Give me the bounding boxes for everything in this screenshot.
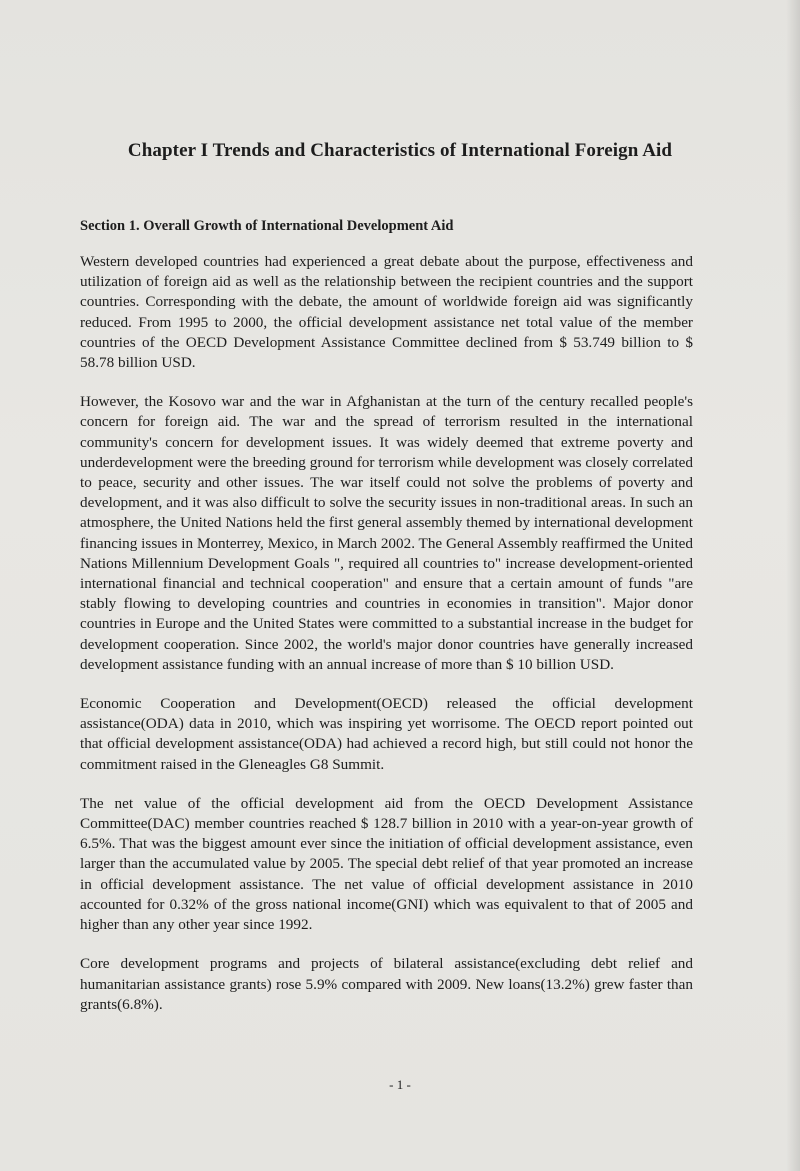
page-edge-shadow	[786, 0, 800, 1171]
paragraph-4: The net value of the official development aid from the OECD Development Assistance Committee(DAC) member countries reached $ 128.7 billion in 2010 with a year-on-year growth of 6.5%. That was the biggest amount ever since the initiation of official development assistance, even larger than the accumulated value by 2005. The special debt relief of that year promoted an increase in official development assistance. The net value of official development assistance in 2010 accounted for 0.32% of the gross national income(GNI) which was equivalent to that of 2005 and higher than any other year since 1992.	[80, 794, 693, 934]
paragraph-1: Western developed countries had experienced a great debate about the purpose, effectiveness and utilization of foreign aid as well as the relationship between the recipient countries and the support countries. Corresponding with the debate, the amount of worldwide foreign aid was significantly reduced. From 1995 to 2000, the official development assistance net total value of the member countries of the OECD Development Assistance Committee declined from $ 53.749 billion to $ 58.78 billion USD.	[80, 253, 693, 372]
body-text	[80, 252, 693, 1034]
paragraph-5: Core development programs and projects of bilateral assistance(excluding debt relief and humanitarian assistance grants) rose 5.9% compared with 2009. New loans(13.2%) grew faster than grants(6.8%).	[80, 955, 693, 1013]
paragraph-2: However, the Kosovo war and the war in Afghanistan at the turn of the century recalled people's concern for foreign aid. The war and the spread of terrorism resulted in the international community's concern for development issues. It was widely deemed that extreme poverty and underdevelopment were the breeding ground for terrorism while development was closely correlated to peace, security and other issues. The war itself could not solve the problems of poverty and development, and it was also difficult to solve the security issues in non-traditional areas. In such an atmosphere, the United Nations held the first general assembly themed by international development financing issues in Monterrey, Mexico, in March 2002. The General Assembly reaffirmed the United Nations Millennium Development Goals ", required all countries to" increase development-oriented international financial and technical cooperation" and ensure that a certain amount of funds "are stably flowing to developing countries and countries in economies in transition". Major donor countries in Europe and the United States were committed to a substantial increase in the budget for development cooperation. Since 2002, the world's major donor countries have generally increased development assistance funding with an annual increase of more than $ 10 billion USD.	[80, 393, 693, 673]
paragraph-3: Economic Cooperation and Development(OECD) released the official development assistance(ODA) data in 2010, which was inspiring yet worrisome. The OECD report pointed out that official development assistance(ODA) had achieved a record high, but still could not honor the commitment raised in the Gleneagles G8 Summit.	[80, 695, 693, 773]
section-title: Section 1. Overall Growth of International Development Aid	[80, 218, 454, 234]
page-number: - 1 -	[389, 1077, 411, 1092]
chapter-title: Chapter I Trends and Characteristics of International Foreign Aid	[127, 140, 673, 161]
